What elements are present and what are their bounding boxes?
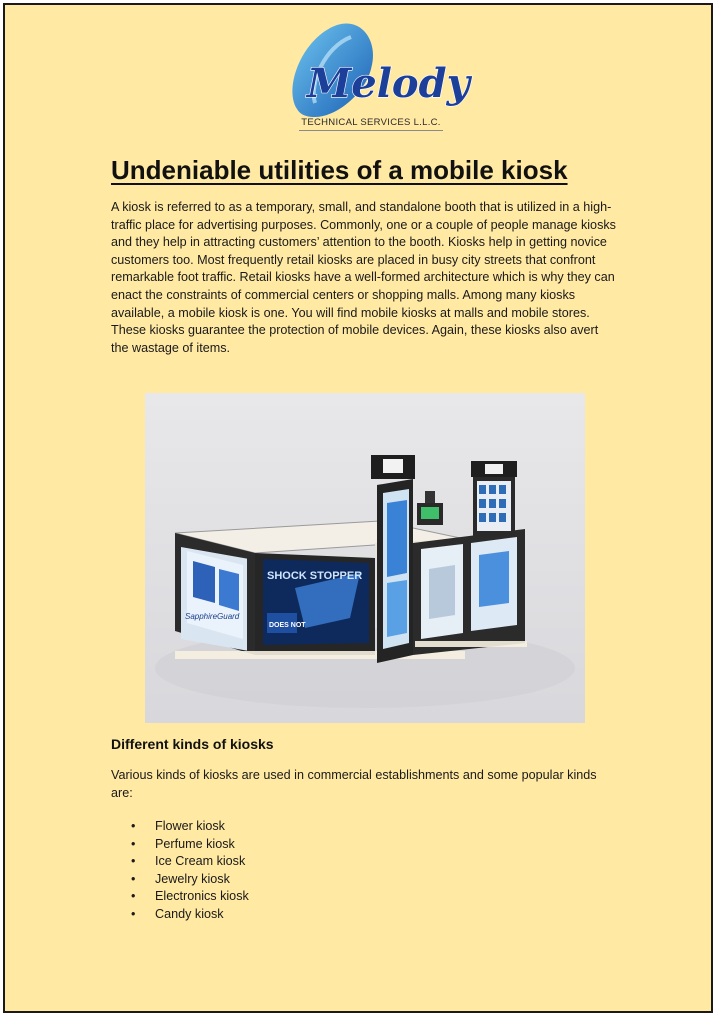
kiosk-photo — [145, 393, 585, 723]
section-heading: Different kinds of kiosks — [111, 736, 274, 752]
bullet-icon: • — [131, 906, 136, 921]
kiosk-types-list — [131, 818, 249, 924]
logo-wordmark: Melody — [307, 60, 470, 107]
document-page — [3, 3, 713, 1013]
bullet-icon: • — [131, 889, 136, 904]
page-title: Undeniable utilities of a mobile kiosk — [111, 155, 568, 185]
bullet-icon: • — [131, 836, 136, 851]
list-item: • Electronics kiosk — [131, 888, 249, 906]
logo-underline — [299, 130, 443, 131]
bullet-icon: • — [131, 819, 136, 833]
section-paragraph: Various kinds of kiosks are used in commercial establishments and some popular kinds are: — [111, 768, 597, 800]
poster-badge: DOES NOT — [269, 622, 306, 629]
list-item: • Candy kiosk — [131, 906, 249, 924]
list-item: • Perfume kiosk — [131, 836, 249, 854]
kiosk-illustration — [145, 393, 585, 723]
poster-brand: SapphireGuard — [185, 612, 240, 621]
poster-title: SHOCK STOPPER — [267, 570, 363, 582]
list-item: • Flower kiosk — [131, 818, 249, 836]
bullet-icon: • — [131, 854, 136, 869]
logo-tagline: TECHNICAL SERVICES L.L.C. — [301, 117, 441, 128]
bullet-icon: • — [131, 871, 136, 886]
list-item: • Ice Cream kiosk — [131, 853, 249, 871]
intro-paragraph: A kiosk is referred to as a temporary, small, and standalone booth that is utilized in a high-traffic place for advertising purposes. Commonly, one or a couple of people manage kiosks and they help in attracting customers’ attention to the booth. Kiosks help in getting novice customers too. Most frequently retail kiosks are placed in busy city streets that confront remarkable foot traffic. Retail kiosks have a well-formed architecture which is why they can enact the constraints of commercial centers or shopping malls. Among many kiosks available, a mobile kiosk is one. You will find mobile kiosks at malls and mobile stores. These kiosks guarantee the protection of mobile devices. Again, these kiosks also avert the wastage of items. — [111, 200, 616, 355]
list-item: • Jewelry kiosk — [131, 871, 249, 889]
